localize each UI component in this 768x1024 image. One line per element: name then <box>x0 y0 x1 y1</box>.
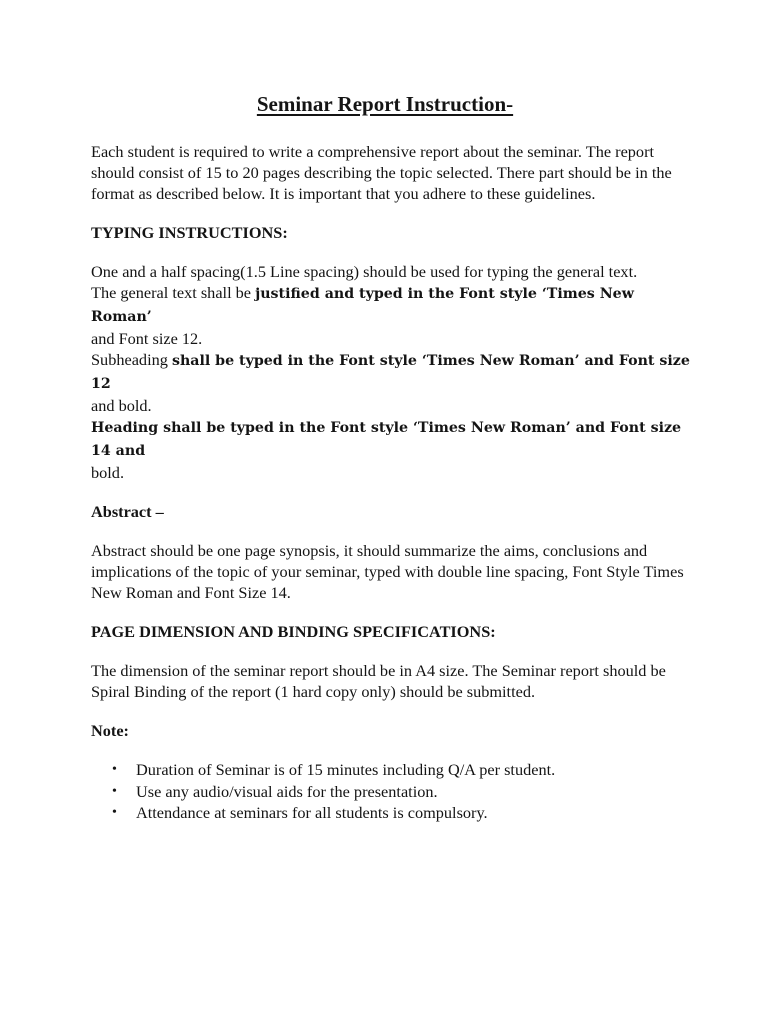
typing-line-spacing: One and a half spacing(1.5 Line spacing) should be used for typing the general text. <box>91 262 638 281</box>
bullet-icon: • <box>112 783 117 799</box>
abstract-paragraph: Abstract should be one page synopsis, it should summarize the aims, conclusions and implications of the topic of your seminar, typed with double line spacing, Font Style Times New Roman and Font Size 14. <box>91 541 684 602</box>
typing-general-text-bold: justified and typed in the Font style ‘Times New Roman’ <box>91 286 634 325</box>
list-item <box>91 802 691 824</box>
typing-heading-bold: Heading shall be typed in the Font style ‘Times New Roman’ and Font size 14 and <box>91 420 682 459</box>
note-list <box>91 759 691 824</box>
list-item <box>91 759 691 781</box>
note-item-text: Attendance at seminars for all students is compulsory. <box>136 803 488 822</box>
intro-paragraph: Each student is required to write a comprehensive report about the seminar. The report should consist of 15 to 20 pages describing the topic selected. There part should be in the format as described below. It is important that you adhere to these guidelines. <box>91 142 672 203</box>
note-item-text: Use any audio/visual aids for the presentation. <box>136 781 438 801</box>
typing-instructions-heading: TYPING INSTRUCTIONS: <box>91 223 288 242</box>
typing-heading <box>91 416 691 483</box>
page-title: Seminar Report Instruction- <box>256 92 514 116</box>
document-page <box>91 92 691 824</box>
typing-general-text-end: and Font size 12. <box>91 329 203 348</box>
typing-general-text-plain: The general text shall be <box>91 283 256 302</box>
dimension-heading: PAGE DIMENSION AND BINDING SPECIFICATIONS: <box>91 622 496 641</box>
list-item <box>91 781 691 803</box>
typing-subheading-plain: Subheading <box>91 350 172 369</box>
bullet-icon: • <box>112 762 117 777</box>
note-item-text: Duration of Seminar is of 15 minutes including Q/A per student. <box>136 760 556 779</box>
note-heading: Note: <box>91 721 129 740</box>
typing-general-text <box>91 282 691 349</box>
typing-subheading <box>91 349 691 416</box>
bullet-icon: • <box>112 805 117 820</box>
typing-subheading-end: and bold. <box>91 396 152 415</box>
typing-subheading-bold: shall be typed in the Font style ‘Times New Roman’ and Font size 12 <box>91 353 690 392</box>
dimension-paragraph: The dimension of the seminar report should be in A4 size. The Seminar report should be Spiral Binding of the report (1 hard copy only) should be submitted. <box>91 661 666 701</box>
typing-instructions-body <box>91 261 691 483</box>
abstract-heading: Abstract – <box>91 502 164 521</box>
typing-heading-end: bold. <box>91 463 125 482</box>
